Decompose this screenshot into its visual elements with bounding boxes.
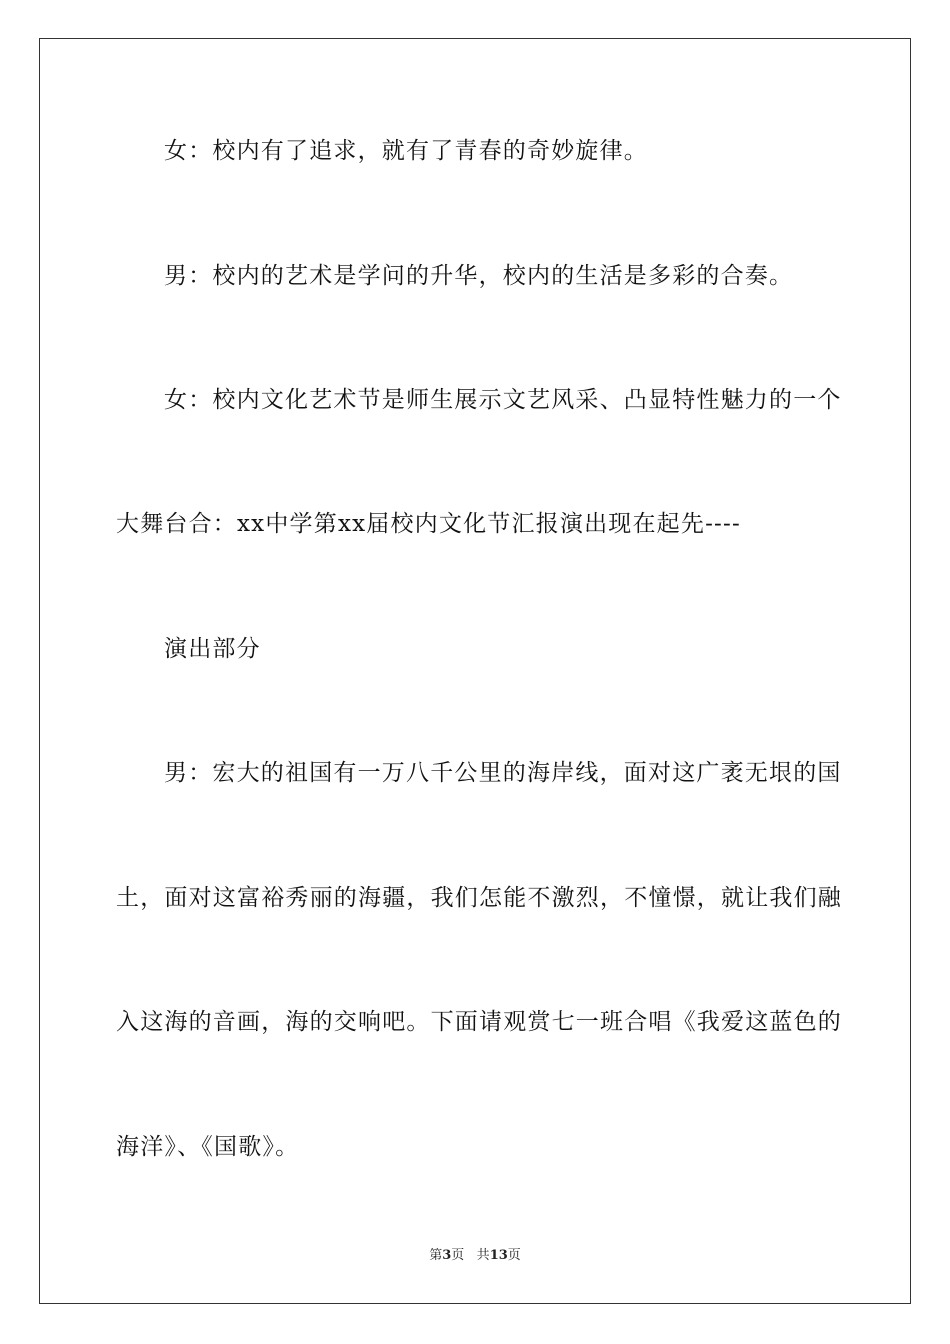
- paragraph-line-2: 男：校内的艺术是学问的升华，校内的生活是多彩的合奏。: [164, 263, 794, 289]
- page-frame: [39, 38, 911, 1304]
- page-total: 13: [489, 1248, 508, 1263]
- total-suffix: 页: [507, 1248, 521, 1263]
- paragraph-line-3: 女：校内文化艺术节是师生展示文艺风采、凸显特性魅力的一个: [164, 387, 842, 413]
- page-suffix: 页: [451, 1248, 465, 1263]
- paragraph-line-4: 大舞台合：xx中学第xx届校内文化节汇报演出现在起先----: [116, 511, 741, 537]
- paragraph-line-9: 海洋》、《国歌》。: [116, 1134, 300, 1160]
- paragraph-line-8: 入这海的音画，海的交响吧。下面请观赏七一班合唱《我爱这蓝色的: [116, 1009, 842, 1035]
- paragraph-line-7: 土，面对这富裕秀丽的海疆，我们怎能不激烈，不憧憬，就让我们融: [116, 885, 842, 911]
- total-prefix: 共: [476, 1248, 490, 1263]
- section-heading: 演出部分: [164, 636, 261, 662]
- page-footer: [0, 1248, 950, 1264]
- page-prefix: 第: [429, 1248, 443, 1263]
- paragraph-line-6: 男：宏大的祖国有一万八千公里的海岸线，面对这广袤无垠的国: [164, 760, 842, 786]
- page-current: 3: [442, 1248, 452, 1263]
- paragraph-line-1: 女：校内有了追求，就有了青春的奇妙旋律。: [164, 138, 648, 164]
